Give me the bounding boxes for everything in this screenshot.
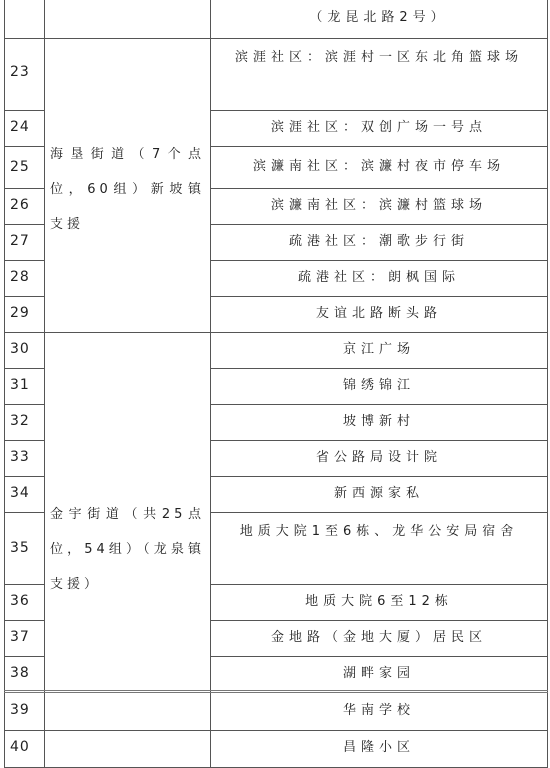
location-cell: 坡博新村 bbox=[342, 414, 415, 429]
row-line bbox=[210, 368, 548, 369]
row-line bbox=[4, 730, 548, 731]
table-border-right bbox=[547, 0, 548, 768]
row-line bbox=[4, 656, 44, 657]
row-number: 35 bbox=[10, 540, 30, 556]
location-cell: 滨濂南社区：滨濂村夜市停车场 bbox=[252, 159, 505, 174]
row-number: 27 bbox=[10, 233, 30, 249]
row-line bbox=[4, 146, 44, 147]
location-cell: 友谊北路断头路 bbox=[315, 306, 442, 321]
row-line bbox=[4, 584, 44, 585]
row-number: 30 bbox=[10, 341, 30, 357]
group-cell: 金宇街道（共25点位，54组）（龙泉镇支援） bbox=[50, 507, 205, 592]
location-cell: 京江广场 bbox=[342, 342, 415, 357]
row-line bbox=[4, 404, 44, 405]
table-border-left bbox=[4, 0, 5, 768]
row-line bbox=[210, 584, 548, 585]
row-number: 32 bbox=[10, 413, 30, 429]
location-cell: 金地路（金地大厦）居民区 bbox=[270, 630, 487, 645]
location-cell: 湖畔家园 bbox=[342, 666, 415, 681]
location-cell: 地质大院1至6栋、龙华公安局宿舍 bbox=[239, 524, 519, 539]
row-line bbox=[210, 476, 548, 477]
row-line bbox=[4, 224, 44, 225]
location-cell: 滨濂南社区：滨濂村篮球场 bbox=[270, 198, 487, 213]
row-number: 24 bbox=[10, 119, 30, 135]
location-cell: 滨涯社区：滨涯村一区东北角篮球场 bbox=[234, 50, 523, 65]
row-line bbox=[4, 332, 548, 333]
row-line bbox=[210, 404, 548, 405]
row-line bbox=[210, 656, 548, 657]
row-number: 36 bbox=[10, 593, 30, 609]
location-cell: 滨涯社区：双创广场一号点 bbox=[270, 120, 487, 135]
row-line bbox=[4, 110, 44, 111]
row-number: 26 bbox=[10, 197, 30, 213]
row-line bbox=[210, 110, 548, 111]
row-number: 28 bbox=[10, 269, 30, 285]
row-line bbox=[210, 224, 548, 225]
row-line bbox=[4, 38, 548, 39]
row-line bbox=[4, 690, 548, 693]
row-number: 34 bbox=[10, 485, 30, 501]
location-cell: 锦绣锦江 bbox=[342, 378, 415, 393]
row-line bbox=[210, 440, 548, 441]
row-number: 29 bbox=[10, 305, 30, 321]
row-line bbox=[4, 188, 44, 189]
group-cell: 海垦街道（7个点位，60组）新坡镇支援 bbox=[50, 147, 205, 232]
location-cell: 省公路局设计院 bbox=[315, 450, 442, 465]
row-line bbox=[210, 188, 548, 189]
row-line bbox=[4, 512, 44, 513]
row-number: 31 bbox=[10, 377, 30, 393]
row-line bbox=[4, 368, 44, 369]
row-line bbox=[4, 620, 44, 621]
row-number: 33 bbox=[10, 449, 30, 465]
location-cell: 疏港社区：朗枫国际 bbox=[297, 270, 460, 285]
table-divider-number bbox=[44, 0, 45, 768]
row-line bbox=[210, 146, 548, 147]
row-line bbox=[210, 260, 548, 261]
continued-location-cell: （龙昆北路2号） bbox=[309, 10, 449, 25]
location-cell: 疏港社区：潮歌步行街 bbox=[288, 234, 469, 249]
row-number: 25 bbox=[10, 159, 30, 175]
table-divider-group bbox=[210, 0, 211, 768]
row-number: 40 bbox=[10, 739, 30, 755]
row-number: 37 bbox=[10, 629, 30, 645]
row-line bbox=[4, 296, 44, 297]
row-line bbox=[210, 620, 548, 621]
row-line bbox=[4, 260, 44, 261]
location-cell: 地质大院6至12栋 bbox=[305, 594, 453, 609]
row-line bbox=[4, 476, 44, 477]
location-cell: 昌隆小区 bbox=[342, 740, 415, 755]
row-number: 38 bbox=[10, 665, 30, 681]
row-line bbox=[210, 512, 548, 513]
row-line bbox=[4, 440, 44, 441]
row-line bbox=[210, 296, 548, 297]
location-cell: 新西源家私 bbox=[333, 486, 424, 501]
row-number: 23 bbox=[10, 64, 30, 80]
row-number: 39 bbox=[10, 702, 30, 718]
location-cell: 华南学校 bbox=[342, 703, 415, 718]
